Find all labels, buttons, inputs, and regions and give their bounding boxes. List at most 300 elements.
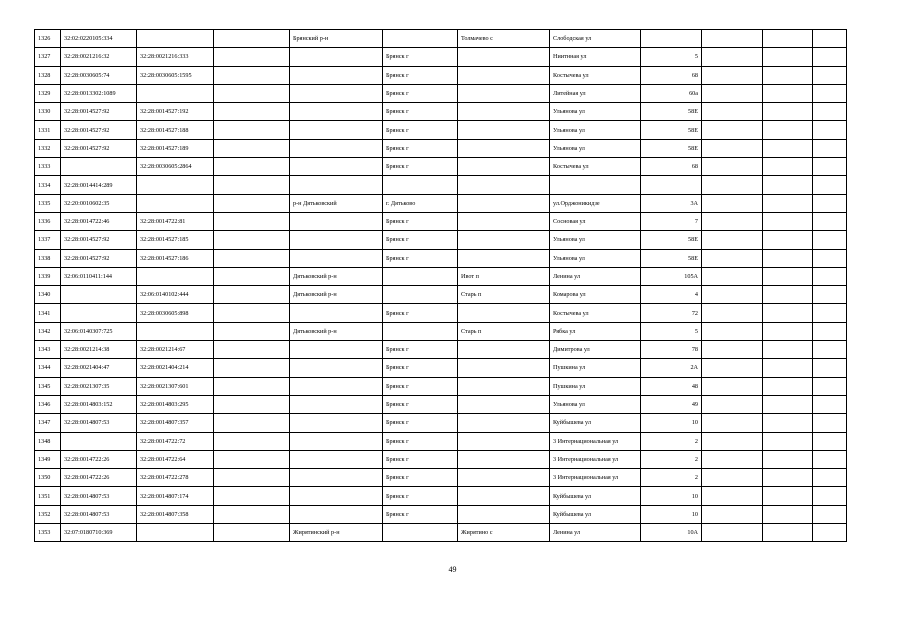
table-cell (763, 395, 813, 413)
table-cell (813, 359, 847, 377)
table-cell: Ульянова ул (550, 395, 641, 413)
table-cell (458, 450, 550, 468)
table-cell (137, 322, 214, 340)
table-cell: 4 (641, 286, 702, 304)
table-cell (702, 103, 763, 121)
table-cell: 3 Интернациональная ул (550, 450, 641, 468)
table-cell: 32:28:0014527:186 (137, 249, 214, 267)
table-cell (290, 176, 383, 194)
table-cell: Комарова ул (550, 286, 641, 304)
table-cell: 72 (641, 304, 702, 322)
table-cell (702, 377, 763, 395)
table-cell (214, 66, 290, 84)
table-cell: Брянск г (383, 450, 458, 468)
table-cell: 32:28:0014722:72 (137, 432, 214, 450)
table-cell: 1339 (35, 267, 61, 285)
table-cell (61, 158, 137, 176)
table-cell: 1341 (35, 304, 61, 322)
table-cell: 32:28:0014803:295 (137, 395, 214, 413)
table-cell: Старь п (458, 286, 550, 304)
table-cell: 32:07:0180710:369 (61, 524, 137, 542)
table-cell: Брянск г (383, 505, 458, 523)
table-cell: 32:28:0014527:92 (61, 249, 137, 267)
table-cell: Брянск г (383, 341, 458, 359)
table-cell (458, 121, 550, 139)
table-cell: 32:28:0021404:214 (137, 359, 214, 377)
table-cell (763, 231, 813, 249)
table-cell (702, 341, 763, 359)
table-cell (702, 432, 763, 450)
table-cell: 78 (641, 341, 702, 359)
table-cell (813, 249, 847, 267)
page-number: 49 (448, 565, 457, 574)
table-cell (763, 359, 813, 377)
table-cell: Брянск г (383, 231, 458, 249)
table-cell: р-н Дятьковский (290, 194, 383, 212)
table-cell: 1329 (35, 84, 61, 102)
table-cell: 1340 (35, 286, 61, 304)
table-cell: 32:28:0014527:92 (61, 231, 137, 249)
table-cell (137, 194, 214, 212)
table-cell: 32:28:0021214:38 (61, 341, 137, 359)
table-cell: 49 (641, 395, 702, 413)
table-cell: 1337 (35, 231, 61, 249)
table-cell: Димитрова ул (550, 341, 641, 359)
table-cell: 5 (641, 322, 702, 340)
table-cell (813, 194, 847, 212)
table-cell (458, 487, 550, 505)
table-cell (813, 231, 847, 249)
table-cell: Слободская ул (550, 30, 641, 48)
table-cell: 7 (641, 212, 702, 230)
table-cell (214, 505, 290, 523)
table-cell: 32:28:0013302:1089 (61, 84, 137, 102)
table-cell: Брянск г (383, 487, 458, 505)
table-cell (458, 103, 550, 121)
table-cell: 58Е (641, 249, 702, 267)
table-cell (458, 194, 550, 212)
table-cell: 32:06:0110411:144 (61, 267, 137, 285)
table-cell (290, 249, 383, 267)
table-cell: Брянск г (383, 212, 458, 230)
table-cell (214, 414, 290, 432)
table-cell: 58Е (641, 231, 702, 249)
table-cell (214, 322, 290, 340)
table-cell (702, 267, 763, 285)
table-cell (702, 84, 763, 102)
table-cell: Брянск г (383, 304, 458, 322)
table-cell: ул.Орджоникидзе (550, 194, 641, 212)
table-cell (813, 414, 847, 432)
table-cell (383, 524, 458, 542)
table-cell: 32:28:0014807:53 (61, 487, 137, 505)
table-cell (214, 267, 290, 285)
table-cell: Толмачево с (458, 30, 550, 48)
table-cell: 32:28:0014722:81 (137, 212, 214, 230)
table-cell (214, 194, 290, 212)
table-cell: 32:28:0014527:192 (137, 103, 214, 121)
table-cell: Костычева ул (550, 304, 641, 322)
table-cell (763, 432, 813, 450)
table-cell (763, 48, 813, 66)
table-cell (813, 66, 847, 84)
table-cell: Сосновая ул (550, 212, 641, 230)
table-cell (214, 359, 290, 377)
table-row (35, 377, 847, 395)
table-row (35, 450, 847, 468)
table-cell: 1352 (35, 505, 61, 523)
table-cell: 60а (641, 84, 702, 102)
table-cell (458, 432, 550, 450)
table-cell (702, 249, 763, 267)
table-cell (763, 469, 813, 487)
table-row (35, 414, 847, 432)
table-row (35, 194, 847, 212)
table-row (35, 212, 847, 230)
table-cell: 32:28:0014807:357 (137, 414, 214, 432)
table-cell: Брянский р-н (290, 30, 383, 48)
table-cell: Брянск г (383, 48, 458, 66)
table-cell: 32:06:0140307:725 (61, 322, 137, 340)
table-cell: 32:28:0014722:26 (61, 450, 137, 468)
table-cell (458, 231, 550, 249)
table-cell: 32:28:0014527:92 (61, 103, 137, 121)
table-cell (214, 231, 290, 249)
table-cell: 3А (641, 194, 702, 212)
table-cell: Пушкина ул (550, 377, 641, 395)
table-cell (458, 249, 550, 267)
table-row (35, 469, 847, 487)
table-row (35, 341, 847, 359)
table-row (35, 30, 847, 48)
table-cell: 1344 (35, 359, 61, 377)
table-cell (702, 176, 763, 194)
table-cell (137, 267, 214, 285)
table-cell (763, 341, 813, 359)
table-cell (458, 139, 550, 157)
table-cell (383, 267, 458, 285)
table-cell (290, 66, 383, 84)
table-cell (214, 121, 290, 139)
table-cell (61, 432, 137, 450)
table-cell: Дятьковский р-н (290, 267, 383, 285)
table-cell: 1349 (35, 450, 61, 468)
table-cell: 32:28:0014527:92 (61, 139, 137, 157)
table-cell (214, 395, 290, 413)
table-cell (214, 176, 290, 194)
table-cell: Старь п (458, 322, 550, 340)
table-cell: 48 (641, 377, 702, 395)
table-row (35, 84, 847, 102)
table-cell: Ульянова ул (550, 249, 641, 267)
table-cell: 32:28:0014807:53 (61, 505, 137, 523)
table-cell: 32:28:0014527:92 (61, 121, 137, 139)
table-cell: Ниитнная ул (550, 48, 641, 66)
table-row (35, 322, 847, 340)
table-cell: 32:28:0014722:26 (61, 469, 137, 487)
table-cell (702, 395, 763, 413)
table-cell: 32:28:0014722:64 (137, 450, 214, 468)
table-cell: 32:28:0014414:289 (61, 176, 137, 194)
table-cell: Брянск г (383, 103, 458, 121)
table-cell (214, 212, 290, 230)
table-cell (458, 158, 550, 176)
table-cell (763, 524, 813, 542)
table-cell: Брянск г (383, 395, 458, 413)
table-cell (702, 231, 763, 249)
table-cell (290, 487, 383, 505)
table-cell (458, 176, 550, 194)
table-cell (641, 176, 702, 194)
table-cell (61, 304, 137, 322)
table-cell (763, 267, 813, 285)
table-cell: 32:28:0021404:47 (61, 359, 137, 377)
table-cell (763, 121, 813, 139)
table-cell: 32:28:0014807:53 (61, 414, 137, 432)
table-cell: Куйбышева ул (550, 414, 641, 432)
table-row (35, 158, 847, 176)
table-cell (458, 84, 550, 102)
table-cell: 32:28:0014527:189 (137, 139, 214, 157)
table-cell: 68 (641, 158, 702, 176)
table-cell (813, 469, 847, 487)
table-cell (458, 395, 550, 413)
table-cell: Костычева ул (550, 158, 641, 176)
table-row (35, 66, 847, 84)
table-cell (813, 304, 847, 322)
table-row (35, 48, 847, 66)
table-cell: 32:28:0030605:898 (137, 304, 214, 322)
table-cell: 1346 (35, 395, 61, 413)
table-cell: Брянск г (383, 249, 458, 267)
table-cell: 105А (641, 267, 702, 285)
table-cell (214, 450, 290, 468)
table-cell (290, 432, 383, 450)
table-cell (763, 84, 813, 102)
table-cell (813, 158, 847, 176)
table-cell (763, 487, 813, 505)
table-cell: 58Е (641, 121, 702, 139)
table-cell: Дятьковский р-н (290, 322, 383, 340)
table-cell: 1326 (35, 30, 61, 48)
table-cell (702, 505, 763, 523)
table-cell (214, 469, 290, 487)
table-cell: 1333 (35, 158, 61, 176)
table-cell (702, 359, 763, 377)
table-cell: Куйбышева ул (550, 505, 641, 523)
table-cell: 1328 (35, 66, 61, 84)
table-cell (290, 304, 383, 322)
table-cell: Брянск г (383, 414, 458, 432)
table-cell (813, 84, 847, 102)
table-row (35, 395, 847, 413)
table-row (35, 121, 847, 139)
table-cell: 1335 (35, 194, 61, 212)
table-cell (813, 103, 847, 121)
table-cell (214, 432, 290, 450)
table-cell: 10 (641, 414, 702, 432)
table-cell (214, 139, 290, 157)
table-cell: Дятьковский р-н (290, 286, 383, 304)
table-row (35, 231, 847, 249)
table-cell (458, 341, 550, 359)
table-cell: 2А (641, 359, 702, 377)
table-cell: Брянск г (383, 432, 458, 450)
table-cell: 1330 (35, 103, 61, 121)
table-cell: 32:28:0014807:358 (137, 505, 214, 523)
table-cell (813, 212, 847, 230)
table-cell: Ульянова ул (550, 139, 641, 157)
table-cell: 32:28:0014807:174 (137, 487, 214, 505)
table-cell (137, 524, 214, 542)
table-cell (214, 304, 290, 322)
table-cell (813, 48, 847, 66)
table-cell: 1331 (35, 121, 61, 139)
table-cell: Костычева ул (550, 66, 641, 84)
table-cell (813, 30, 847, 48)
table-cell (458, 359, 550, 377)
table-cell (458, 304, 550, 322)
table-cell: 32:28:0021216:333 (137, 48, 214, 66)
table-cell: Ленина ул (550, 267, 641, 285)
table-cell (763, 414, 813, 432)
table-cell: Жирятино с (458, 524, 550, 542)
table-cell (290, 469, 383, 487)
table-cell (383, 176, 458, 194)
table-row (35, 524, 847, 542)
table-cell (763, 66, 813, 84)
table-cell (214, 84, 290, 102)
table-cell (290, 84, 383, 102)
table-cell (458, 212, 550, 230)
table-cell (813, 176, 847, 194)
table-cell: Брянск г (383, 377, 458, 395)
table-cell (290, 121, 383, 139)
table-cell (290, 139, 383, 157)
table-cell (813, 139, 847, 157)
table-cell (702, 48, 763, 66)
table-row (35, 304, 847, 322)
table-row (35, 359, 847, 377)
table-cell: 32:02:0220105:334 (61, 30, 137, 48)
table-cell (813, 487, 847, 505)
table-row (35, 286, 847, 304)
table-cell (702, 66, 763, 84)
table-cell (290, 377, 383, 395)
table-cell: 58Е (641, 139, 702, 157)
table-cell (813, 377, 847, 395)
table-cell: Брянск г (383, 66, 458, 84)
table-row (35, 139, 847, 157)
table-cell: 32:28:0021307:35 (61, 377, 137, 395)
table-cell: г. Дятьково (383, 194, 458, 212)
table-cell: 1332 (35, 139, 61, 157)
table-cell: Ульянова ул (550, 231, 641, 249)
table-cell (458, 48, 550, 66)
table-cell (214, 158, 290, 176)
table-cell: Ульянова ул (550, 121, 641, 139)
table-cell: 10А (641, 524, 702, 542)
table-cell (763, 30, 813, 48)
table-body (35, 30, 847, 542)
table-cell (214, 377, 290, 395)
table-cell: 32:28:0014722:46 (61, 212, 137, 230)
table-cell (137, 84, 214, 102)
table-cell: Брянск г (383, 158, 458, 176)
table-cell: 1348 (35, 432, 61, 450)
table-row (35, 432, 847, 450)
table-cell (214, 48, 290, 66)
table-cell (214, 487, 290, 505)
table-cell (702, 30, 763, 48)
table-cell (763, 158, 813, 176)
table-cell (290, 158, 383, 176)
table-row (35, 176, 847, 194)
table-cell (813, 121, 847, 139)
table-cell (813, 395, 847, 413)
table-cell (763, 103, 813, 121)
table-cell (458, 469, 550, 487)
table-cell (214, 103, 290, 121)
table-cell: 32:28:0021307:601 (137, 377, 214, 395)
table-cell (61, 286, 137, 304)
table-cell: 32:28:0021214:67 (137, 341, 214, 359)
table-cell: Ленина ул (550, 524, 641, 542)
table-cell: 58Е (641, 103, 702, 121)
table-cell: 32:28:0014803:152 (61, 395, 137, 413)
table-cell (137, 30, 214, 48)
table-row (35, 249, 847, 267)
table-cell (763, 377, 813, 395)
table-cell: Брянск г (383, 469, 458, 487)
table-row (35, 505, 847, 523)
table-row (35, 103, 847, 121)
table-cell: 1345 (35, 377, 61, 395)
table-cell (383, 30, 458, 48)
table-cell (214, 286, 290, 304)
table-cell (290, 231, 383, 249)
table-cell (214, 341, 290, 359)
table-cell: 1334 (35, 176, 61, 194)
table-cell (702, 194, 763, 212)
table-cell: 3 Интернациональная ул (550, 469, 641, 487)
table-cell (813, 505, 847, 523)
table-cell (290, 48, 383, 66)
table-cell: 5 (641, 48, 702, 66)
table-cell: 68 (641, 66, 702, 84)
table-cell (763, 304, 813, 322)
table-cell (763, 249, 813, 267)
table-cell: 32:20:0010602:35 (61, 194, 137, 212)
table-cell: 1327 (35, 48, 61, 66)
table-cell (813, 450, 847, 468)
table-cell: 2 (641, 432, 702, 450)
table-cell (763, 212, 813, 230)
table-cell: 2 (641, 469, 702, 487)
table-cell (702, 322, 763, 340)
table-cell (763, 139, 813, 157)
table-cell: 32:28:0030605:1595 (137, 66, 214, 84)
table-cell: Брянск г (383, 84, 458, 102)
table-cell (763, 286, 813, 304)
table-cell: Рябка ул (550, 322, 641, 340)
table-cell: Пушкина ул (550, 359, 641, 377)
table-cell (290, 359, 383, 377)
table-cell (813, 524, 847, 542)
table-cell (702, 469, 763, 487)
table-cell (290, 395, 383, 413)
table-cell: 32:06:0140102:444 (137, 286, 214, 304)
